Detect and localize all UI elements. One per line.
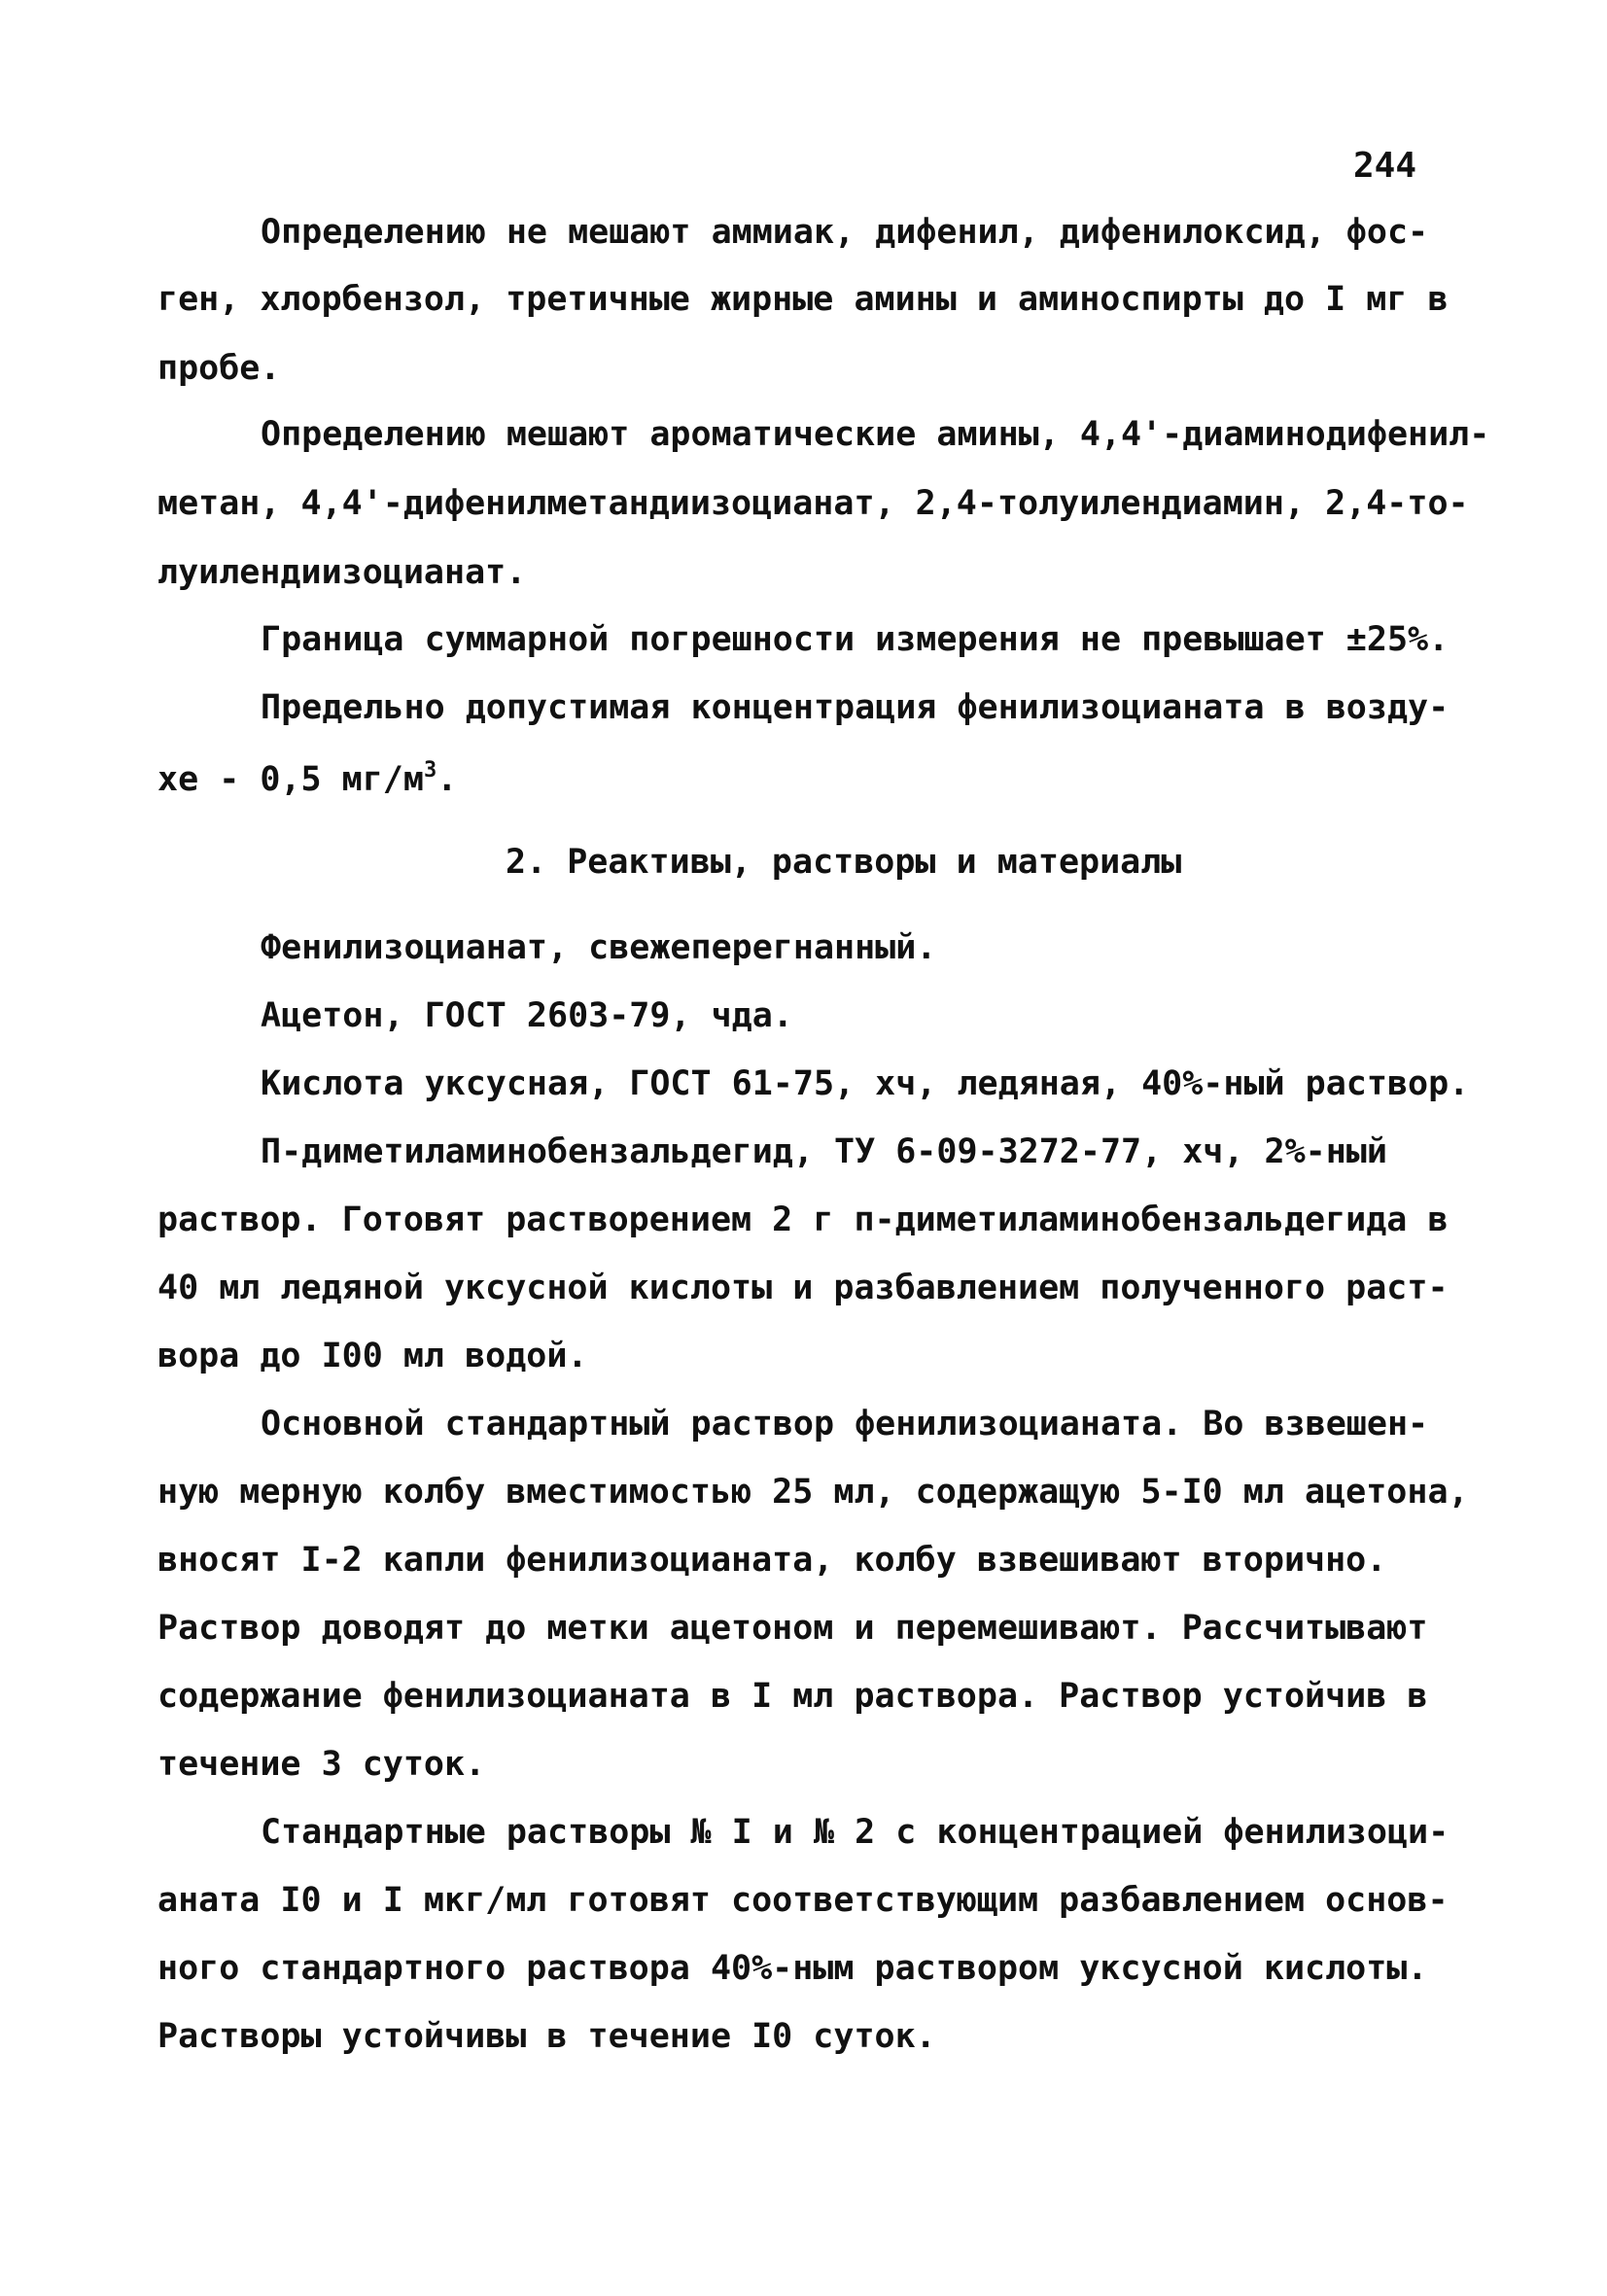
- reagent-item-acetone: Ацетон, ГОСТ 2603-79, чда.: [261, 996, 793, 1035]
- mac-unit-superscript: 3: [423, 758, 437, 783]
- reagent-item-phenylisocyanate: Фенилизоцианат, свежеперегнанный.: [261, 928, 937, 967]
- mac-value-text: хе - 0,5 мг/м: [157, 760, 424, 799]
- paragraph-interferences-present-line-3: луилендиизоцианат.: [157, 553, 527, 592]
- reagent-dmab-line-1: П-диметиламинобензальдегид, ТУ 6-09-3272-77, хч, 2%-ный: [261, 1132, 1387, 1171]
- stock-solution-line-2: ную мерную колбу вместимостью 25 мл, содержащую 5-I0 мл ацетона,: [157, 1473, 1469, 1512]
- standard-solutions-line-1: Стандартные растворы № I и № 2 с концентрацией фенилизоци-: [261, 1813, 1450, 1852]
- paragraph-interferences-present-line-2: метан, 4,4'-дифенилметандиизоцианат, 2,4-толуилендиамин, 2,4-то-: [157, 484, 1469, 523]
- paragraph-mac-line-2: [157, 760, 457, 797]
- stock-solution-line-5: содержание фенилизоцианата в I мл раствора. Раствор устойчив в: [157, 1677, 1428, 1716]
- paragraph-interferences-absent-line-2: ген, хлорбензол, третичные жирные амины и аминоспирты до I мг в: [157, 280, 1449, 319]
- reagent-dmab-line-4: вора до I00 мл водой.: [157, 1337, 588, 1375]
- reagent-dmab-line-2: раствор. Готовят растворением 2 г п-диметиламинобензальдегида в: [157, 1200, 1449, 1239]
- stock-solution-line-6: течение 3 суток.: [157, 1745, 486, 1784]
- paragraph-mac-line-1: Предельно допустимая концентрация фенилизоцианата в возду-: [261, 688, 1450, 727]
- reagent-item-acetic-acid: Кислота уксусная, ГОСТ 61-75, хч, ледяная, 40%-ный раствор.: [261, 1064, 1470, 1103]
- section-heading-reagents: 2. Реактивы, растворы и материалы: [506, 843, 1182, 882]
- standard-solutions-line-2: аната I0 и I мкг/мл готовят соответствующим разбавлением основ-: [157, 1881, 1449, 1920]
- paragraph-error-limit: Граница суммарной погрешности измерения не превышает ±25%.: [261, 620, 1450, 659]
- paragraph-interferences-absent-line-3: пробе.: [157, 349, 281, 388]
- paragraph-interferences-present-line-1: Определению мешают ароматические амины, 4,4'-диаминодифенил-: [261, 415, 1490, 454]
- standard-solutions-line-3: ного стандартного раствора 40%-ным раствором уксусной кислоты.: [157, 1949, 1428, 1988]
- reagent-dmab-line-3: 40 мл ледяной уксусной кислоты и разбавлением полученного раст-: [157, 1269, 1449, 1307]
- standard-solutions-line-4: Растворы устойчивы в течение I0 суток.: [157, 2017, 936, 2056]
- page-number: 244: [1353, 146, 1417, 186]
- stock-solution-line-1: Основной стандартный раствор фенилизоцианата. Во взвешен-: [261, 1405, 1429, 1444]
- stock-solution-line-3: вносят I-2 капли фенилизоцианата, колбу взвешивают вторично.: [157, 1541, 1387, 1580]
- mac-period: .: [437, 760, 458, 799]
- stock-solution-line-4: Раствор доводят до метки ацетоном и перемешивают. Рассчитывают: [157, 1609, 1428, 1648]
- paragraph-interferences-absent-line-1: Определению не мешают аммиак, дифенил, дифенилоксид, фос-: [261, 213, 1429, 252]
